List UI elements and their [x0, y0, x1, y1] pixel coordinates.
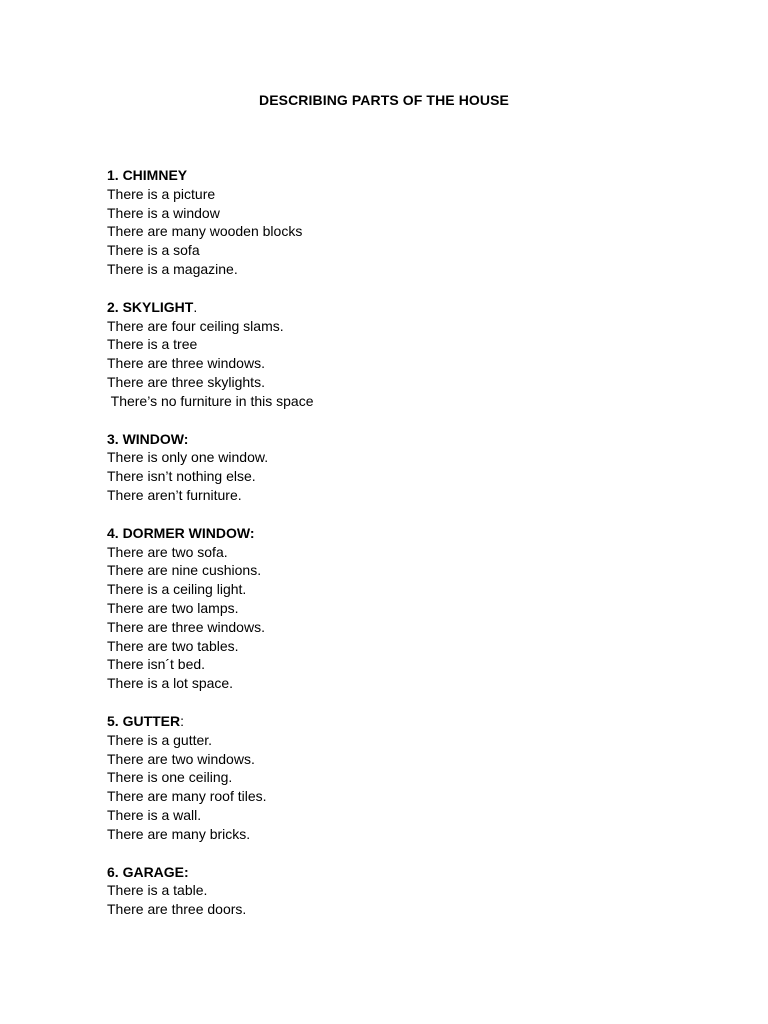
section-line: There are many bricks. — [107, 825, 251, 842]
document-body — [107, 166, 707, 938]
section-line: There is a tree — [107, 336, 198, 353]
section-line: There isn’t nothing else. — [107, 468, 256, 485]
section-heading-text: 6. GARAGE: — [107, 863, 189, 880]
section-line: There is a gutter. — [107, 731, 213, 748]
section-garage — [107, 863, 707, 919]
section-heading-text: 1. CHIMNEY — [107, 167, 188, 183]
section-skylight — [107, 298, 707, 411]
section-line: There is a magazine. — [107, 260, 238, 277]
section-gutter — [107, 712, 707, 844]
section-dormer-window — [107, 524, 707, 693]
section-heading — [107, 712, 707, 731]
section-line: There is a picture — [107, 185, 216, 202]
section-heading-suffix: . — [193, 298, 198, 315]
section-line: There is a window — [107, 204, 220, 221]
section-line: There is a lot space. — [107, 675, 234, 692]
section-heading — [107, 524, 707, 543]
section-line: There isn´t bed. — [107, 656, 206, 673]
section-line: There are two windows. — [107, 750, 255, 767]
section-line: There are four ceiling slams. — [107, 317, 284, 334]
section-line: There are many roof tiles. — [107, 788, 267, 805]
section-line: There are three windows. — [107, 618, 265, 635]
section-line: There are two tables. — [107, 637, 239, 654]
section-line: There is one ceiling. — [107, 769, 233, 786]
section-line: There are three doors. — [107, 901, 247, 918]
section-heading-suffix: : — [180, 712, 185, 729]
section-line: There is a table. — [107, 882, 208, 899]
section-line: There are many wooden blocks — [107, 223, 303, 240]
section-line: There are three windows. — [107, 355, 265, 372]
section-line: There is a sofa — [107, 242, 200, 259]
section-heading — [107, 430, 707, 449]
section-line: There is only one window. — [107, 449, 269, 466]
section-heading-text: 5. GUTTER — [107, 712, 181, 729]
section-heading — [107, 298, 707, 317]
section-line: There are nine cushions. — [107, 562, 262, 579]
section-chimney — [107, 166, 707, 279]
section-line: There is a ceiling light. — [107, 581, 247, 598]
section-heading — [107, 166, 707, 185]
section-line: There are two sofa. — [107, 543, 228, 560]
section-heading-text: 3. WINDOW: — [107, 430, 189, 447]
section-line: There is a wall. — [107, 806, 202, 823]
section-line: There are two lamps. — [107, 599, 239, 616]
section-window — [107, 430, 707, 505]
section-line: There are three skylights. — [107, 373, 265, 390]
section-heading-text: 2. SKYLIGHT — [107, 298, 194, 315]
section-line: There’s no furniture in this space — [107, 392, 314, 409]
document-title: DESCRIBING PARTS OF THE HOUSE — [259, 92, 509, 108]
section-heading-text: 4. DORMER WINDOW: — [107, 524, 255, 541]
section-heading — [107, 863, 707, 882]
section-line: There aren’t furniture. — [107, 486, 242, 503]
